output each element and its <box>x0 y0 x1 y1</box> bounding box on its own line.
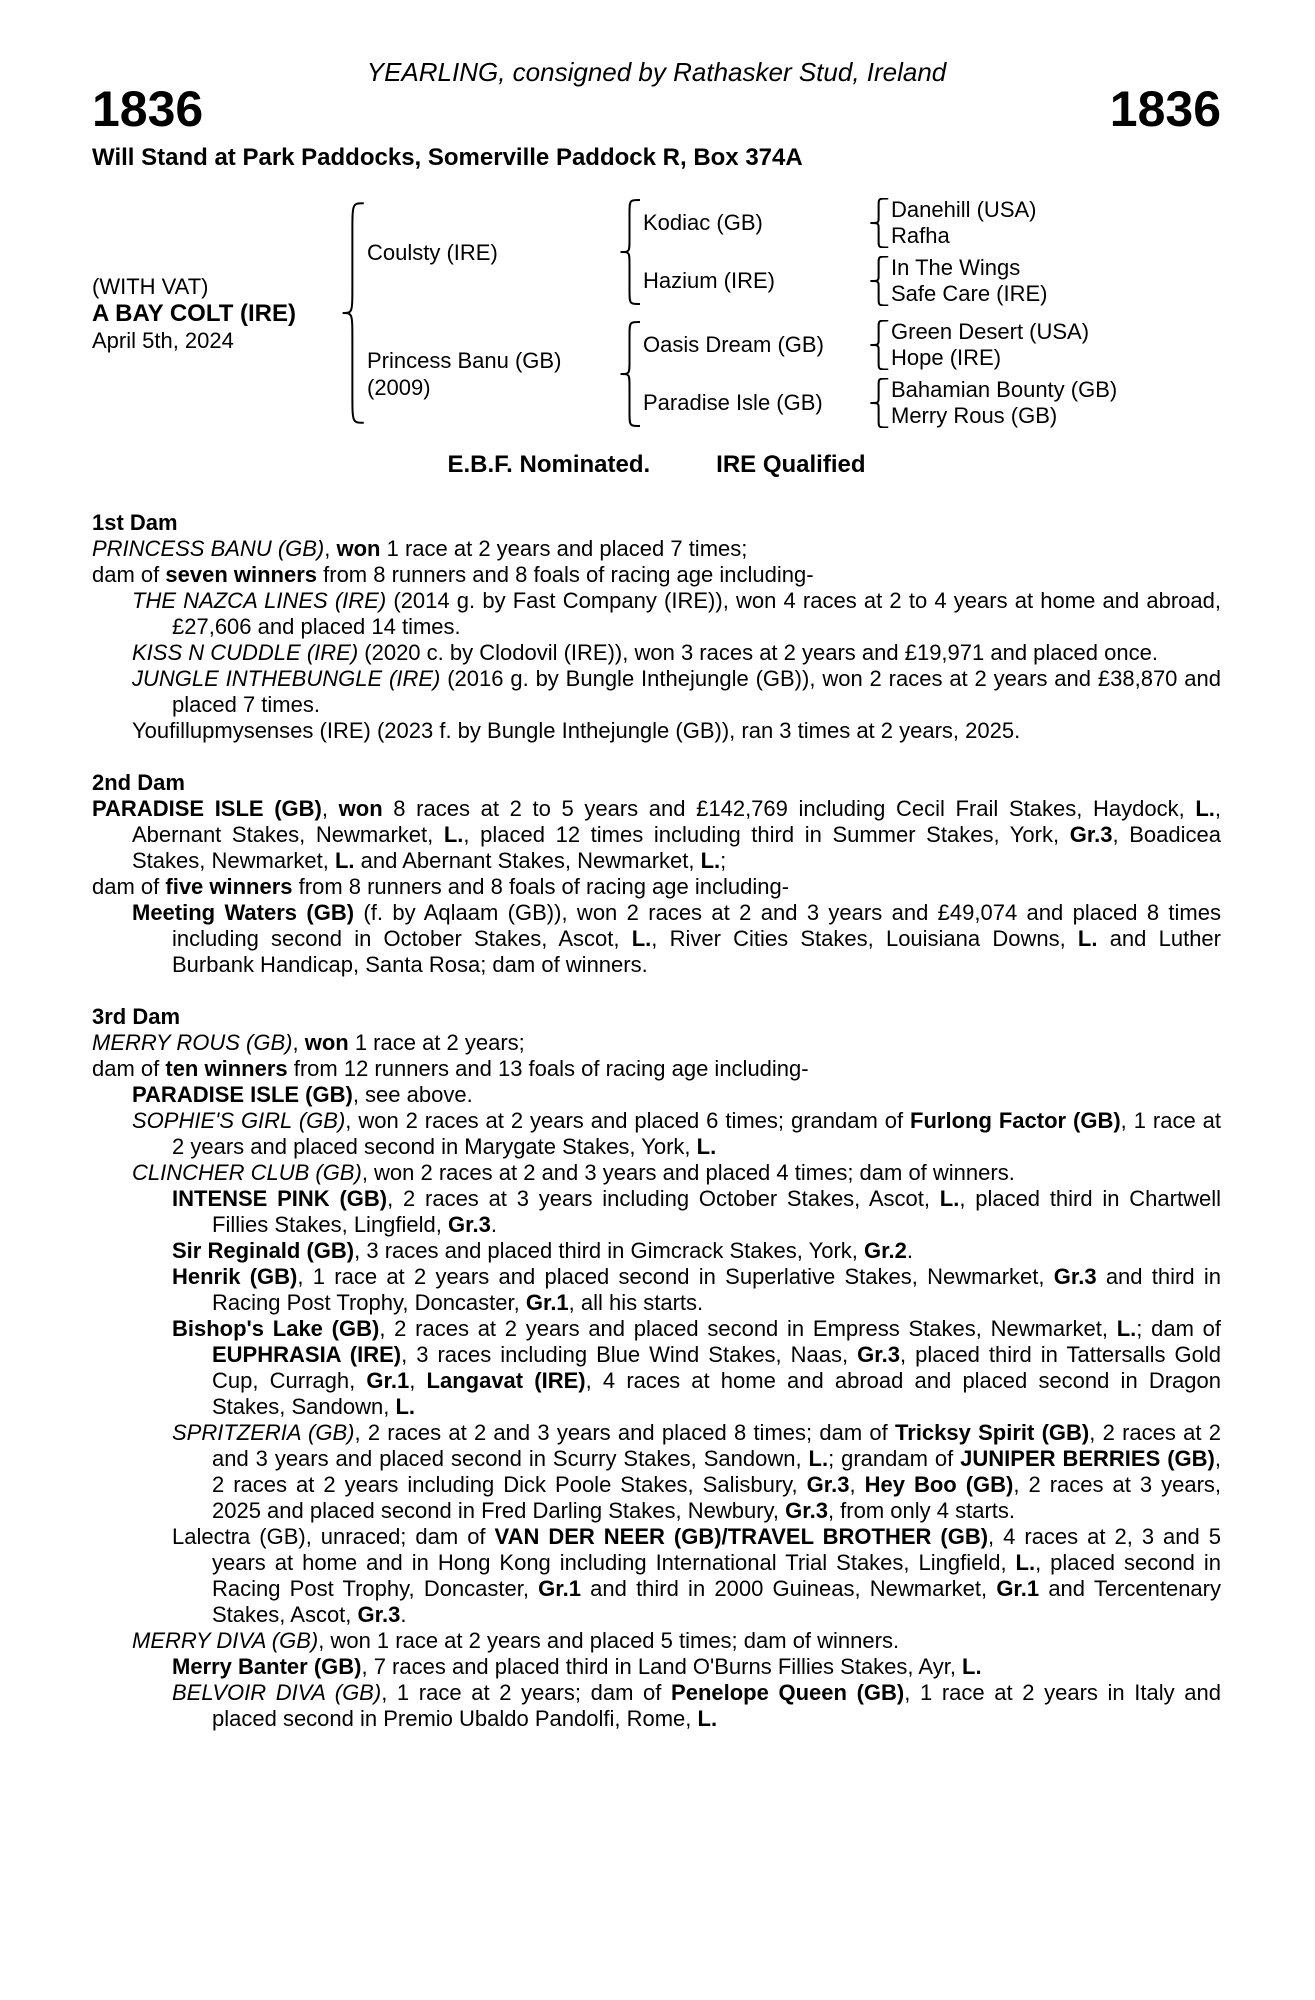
text-run: won <box>304 1030 349 1055</box>
ire-qualified-label: IRE Qualified <box>716 451 866 478</box>
text-run: and third in 2000 Guineas, Newmarket, <box>580 1576 997 1601</box>
text-run: 1 race at 2 years and placed 7 times; <box>380 536 748 561</box>
sire-sire-dam-name: Rafha <box>891 223 950 248</box>
text-run: , River Cities Stakes, Louisiana Downs, <box>651 926 1078 951</box>
text-run: KISS N CUDDLE (IRE) <box>132 640 359 665</box>
pedigree-paragraph <box>92 1056 1221 1082</box>
text-run: , 2 races at 2 years including Dick Poole Stakes, Salisbury, <box>212 1446 1221 1497</box>
text-run: Gr.3 <box>1053 1264 1097 1289</box>
dam-sire-sire-name: Green Desert (USA) <box>891 319 1090 344</box>
pedigree-brace-icon <box>619 199 643 305</box>
pedigree-paragraph <box>92 640 1221 666</box>
text-run: SOPHIE'S GIRL (GB) <box>132 1108 346 1133</box>
text-run: JUNGLE INTHEBUNGLE (IRE) <box>132 666 441 691</box>
pedigree-paragraph <box>92 1108 1221 1160</box>
pedigree-paragraph <box>92 1030 1221 1056</box>
text-run: and third in Racing Post Trophy, Doncaster, <box>212 1264 1221 1315</box>
text-run: PARADISE ISLE (GB) <box>92 796 322 821</box>
text-run: , 1 race at 2 years and placed second in Superlative Stakes, Newmarket, <box>297 1264 1054 1289</box>
pedigree-paragraph <box>92 1160 1221 1186</box>
text-run: dam of <box>92 874 166 899</box>
text-run: L. <box>443 822 464 847</box>
text-run: Sir Reginald (GB) <box>172 1238 355 1263</box>
text-run: , all his starts. <box>568 1290 704 1315</box>
text-run: Hey Boo (GB) <box>864 1472 1014 1497</box>
text-run: . <box>906 1238 913 1263</box>
consignor-line: YEARLING, consigned by Rathasker Stud, Ireland <box>366 57 947 87</box>
ebf-nominated-label: E.B.F. Nominated. <box>447 451 651 478</box>
lot-number-right: 1836 <box>1109 81 1221 137</box>
text-run: Lalectra (GB), unraced; dam of <box>172 1524 495 1549</box>
colt-info <box>92 273 341 354</box>
text-run: L. <box>334 848 355 873</box>
text-run: , <box>321 796 339 821</box>
text-run: , won 1 race at 2 years and placed 5 times; dam of winners. <box>318 1628 900 1653</box>
text-run: BELVOIR DIVA (GB) <box>172 1680 382 1705</box>
text-run: Penelope Queen (GB) <box>671 1680 905 1705</box>
text-run: , 3 races including Blue Wind Stakes, Naas, <box>401 1342 858 1367</box>
text-run: ; dam of <box>1136 1316 1222 1341</box>
pedigree-paragraph <box>92 562 1221 588</box>
text-run: Gr.3 <box>857 1342 900 1367</box>
text-run: , <box>849 1472 865 1497</box>
dam-dam-name: Paradise Isle (GB) <box>643 390 823 415</box>
pedigree-brace-icon <box>869 320 891 370</box>
dam-sire-name: Oasis Dream (GB) <box>643 332 824 357</box>
text-run: L. <box>1195 796 1215 821</box>
text-run: L. <box>808 1446 829 1471</box>
text-run: from 12 runners and 13 foals of racing age including- <box>287 1056 809 1081</box>
sire-sire-branch <box>643 197 1221 249</box>
text-run: Gr.3 <box>806 1472 850 1497</box>
text-run: L. <box>939 1186 960 1211</box>
nominations-line <box>92 451 1221 478</box>
text-run: . <box>400 1602 407 1627</box>
generation-1-column <box>367 197 1221 429</box>
pedigree-paragraph <box>92 796 1221 874</box>
text-run: dam of <box>92 562 166 587</box>
pedigree-brace-icon <box>619 321 643 427</box>
dam-sections <box>92 510 1221 1732</box>
pedigree-brace-icon <box>869 198 891 248</box>
text-run: PARADISE ISLE (GB) <box>132 1082 353 1107</box>
text-run: L. <box>1015 1550 1036 1575</box>
text-run: , placed 12 times including third in Summer Stakes, York, <box>463 822 1070 847</box>
vat-note: (WITH VAT) <box>92 273 209 299</box>
text-run: THE NAZCA LINES (IRE) <box>132 588 387 613</box>
text-run: Furlong Factor (GB) <box>910 1108 1121 1133</box>
text-run: L. <box>962 1654 982 1679</box>
dam-name-block <box>367 347 619 401</box>
text-run: Tricksy Spirit (GB) <box>895 1420 1090 1445</box>
dam-dam-sire-name: Bahamian Bounty (GB) <box>891 377 1118 402</box>
sire-name: Coulsty (IRE) <box>367 239 498 265</box>
text-run: PRINCESS BANU (GB) <box>92 536 325 561</box>
text-run: CLINCHER CLUB (GB) <box>132 1160 362 1185</box>
stand-location-line: Will Stand at Park Paddocks, Somerville Paddock R, Box 374A <box>92 144 803 171</box>
text-run: L. <box>697 1706 718 1731</box>
pedigree-paragraph <box>92 666 1221 718</box>
dam-dam-dam-name: Merry Rous (GB) <box>891 403 1058 428</box>
text-run: Gr.3 <box>785 1498 828 1523</box>
dam-name: Princess Banu (GB) <box>367 348 562 373</box>
sire-sire-sire-name: Danehill (USA) <box>891 197 1037 222</box>
text-run: five winners <box>165 874 293 899</box>
pedigree-paragraph <box>92 1524 1221 1628</box>
text-run: , 2 races at 2 and 3 years and placed 8 times; dam of <box>354 1420 896 1445</box>
text-run: MERRY DIVA (GB) <box>132 1628 319 1653</box>
text-run: Gr.3 <box>448 1212 491 1237</box>
pedigree-paragraph <box>92 718 1221 744</box>
text-run: SPRITZERIA (GB) <box>172 1420 355 1445</box>
text-run: , 1 race at 2 years and placed second in Marygate Stakes, York, <box>172 1108 1221 1159</box>
text-run: from 8 runners and 8 foals of racing age including- <box>292 874 790 899</box>
pedigree-paragraph <box>92 1082 1221 1108</box>
text-run: , 7 races and placed third in Land O'Burns Fillies Stakes, Ayr, <box>361 1654 963 1679</box>
pedigree-paragraph <box>92 1264 1221 1316</box>
sire-branch <box>367 197 1221 307</box>
text-run: Youfillupmysenses (IRE) (2023 f. by Bungle Inthejungle (GB)), ran 3 times at 2 years, 2025. <box>132 718 1021 743</box>
sire-dam-name: Hazium (IRE) <box>643 268 776 293</box>
text-run: , placed third in Chartwell Fillies Stakes, Lingfield, <box>212 1186 1221 1237</box>
text-run: , 4 races at 2, 3 and 5 years at home and in Hong Kong including International Trial Stakes, Lingfield, <box>212 1524 1221 1575</box>
pedigree-brace-icon <box>869 378 891 428</box>
text-run: Gr.1 <box>538 1576 581 1601</box>
pedigree-paragraph <box>92 1654 1221 1680</box>
text-run: . <box>490 1212 497 1237</box>
text-run: , 1 race at 2 years in Italy and placed second in Premio Ubaldo Pandolfi, Rome, <box>212 1680 1221 1731</box>
text-run: (2020 c. by Clodovil (IRE)), won 3 races at 2 years and £19,971 and placed once. <box>358 640 1158 665</box>
text-run: L. <box>1116 1316 1137 1341</box>
pedigree-paragraph <box>92 900 1221 978</box>
dam-section-title: 3rd Dam <box>92 1004 181 1029</box>
colt-foaling-date: April 5th, 2024 <box>92 327 234 353</box>
text-run: , 2 races at 2 and 3 years and placed second in Scurry Stakes, Sandown, <box>212 1420 1221 1471</box>
text-run: VAN DER NEER (GB)/TRAVEL BROTHER (GB) <box>494 1524 989 1549</box>
colt-name: A BAY COLT (IRE) <box>92 299 297 327</box>
pedigree-brace-icon <box>869 256 891 306</box>
dam-branch <box>367 319 1221 429</box>
text-run: ; grandam of <box>828 1446 961 1471</box>
text-run: L. <box>700 848 721 873</box>
text-run: won <box>336 536 381 561</box>
text-run: Gr.2 <box>864 1238 907 1263</box>
text-run: and Tercentenary Stakes, Ascot, <box>212 1576 1221 1627</box>
text-run: JUNIPER BERRIES (GB) <box>960 1446 1215 1471</box>
text-run: , see above. <box>352 1082 473 1107</box>
lot-number-row <box>92 81 1221 137</box>
text-run: , 4 races at home and abroad and placed second in Dragon Stakes, Sandown, <box>212 1368 1222 1419</box>
text-run: dam of <box>92 1056 166 1081</box>
text-run: Gr.1 <box>996 1576 1040 1601</box>
pedigree-paragraph <box>92 1680 1221 1732</box>
text-run: ; <box>720 848 727 873</box>
sire-dam-dam-name: Safe Care (IRE) <box>891 281 1048 306</box>
text-run: , 2 races at 3 years, 2025 and placed second in Fred Darling Stakes, Newbury, <box>212 1472 1222 1523</box>
text-run: Bishop's Lake (GB) <box>172 1316 380 1341</box>
text-run: Langavat (IRE) <box>426 1368 586 1393</box>
text-run: 8 races at 2 to 5 years and £142,769 including Cecil Frail Stakes, Haydock, <box>382 796 1196 821</box>
text-run: , from only 4 starts. <box>827 1498 1016 1523</box>
text-run: EUPHRASIA (IRE) <box>212 1342 402 1367</box>
text-run: Gr.3 <box>357 1602 401 1627</box>
text-run: from 8 runners and 8 foals of racing age including- <box>317 562 814 587</box>
pedigree-paragraph <box>92 874 1221 900</box>
text-run: , won 2 races at 2 years and placed 6 times; grandam of <box>345 1108 911 1133</box>
dam-dam-branch <box>643 377 1221 429</box>
pedigree-paragraph <box>92 1238 1221 1264</box>
text-run: L. <box>696 1134 717 1159</box>
text-run: , <box>324 536 337 561</box>
text-run: , placed second in Racing Post Trophy, Doncaster, <box>212 1550 1222 1601</box>
sire-dam-sire-name: In The Wings <box>891 255 1021 280</box>
text-run: , <box>409 1368 427 1393</box>
text-run: seven winners <box>165 562 318 587</box>
pedigree-tree <box>92 197 1221 429</box>
dam-sire-branch <box>643 319 1221 371</box>
text-run: , placed third in Tattersalls Gold Cup, Curragh, <box>212 1342 1221 1393</box>
text-run: Gr.3 <box>1069 822 1113 847</box>
dam-section-title: 1st Dam <box>92 510 178 535</box>
pedigree-paragraph <box>92 1628 1221 1654</box>
text-run: , Abernant Stakes, Newmarket, <box>132 796 1222 847</box>
text-run: (2016 g. by Bungle Inthejungle (GB)), won 2 races at 2 years and £38,870 and placed 7 times. <box>172 666 1221 717</box>
dam-section-title: 2nd Dam <box>92 770 185 795</box>
pedigree-paragraph <box>92 588 1221 640</box>
text-run: MERRY ROUS (GB) <box>92 1030 293 1055</box>
text-run: ten winners <box>165 1056 288 1081</box>
text-run: Gr.1 <box>366 1368 410 1393</box>
text-run: and Luther Burbank Handicap, Santa Rosa; dam of winners. <box>172 926 1221 977</box>
pedigree-paragraph <box>92 1420 1221 1524</box>
text-run: (2014 g. by Fast Company (IRE)), won 4 races at 2 to 4 years at home and abroad, £27,606 and placed 14 times. <box>172 588 1221 639</box>
text-run: and Abernant Stakes, Newmarket, <box>354 848 701 873</box>
pedigree-paragraph <box>92 536 1221 562</box>
text-run: , Boadicea Stakes, Newmarket, <box>132 822 1221 873</box>
dam-year: (2009) <box>367 375 431 400</box>
text-run: , <box>292 1030 305 1055</box>
text-run: won <box>338 796 383 821</box>
sire-sire-name: Kodiac (GB) <box>643 210 763 235</box>
text-run: L. <box>631 926 652 951</box>
text-run: Gr.1 <box>525 1290 569 1315</box>
pedigree-paragraph <box>92 1186 1221 1238</box>
text-run: , 3 races and placed third in Gimcrack Stakes, York, <box>354 1238 865 1263</box>
text-run: Meeting Waters (GB) <box>132 900 355 925</box>
text-run: L. <box>1077 926 1098 951</box>
text-run: INTENSE PINK (GB) <box>172 1186 388 1211</box>
sire-dam-branch <box>643 255 1221 307</box>
text-run: (f. by Aqlaam (GB)), won 2 races at 2 and 3 years and £49,074 and placed 8 times including second in October Stakes, Ascot, <box>172 900 1221 951</box>
pedigree-paragraph <box>92 1316 1221 1420</box>
pedigree-brace-icon <box>341 201 367 425</box>
dam-sire-dam-name: Hope (IRE) <box>891 345 1002 370</box>
text-run: , 2 races at 2 years and placed second in Empress Stakes, Newmarket, <box>379 1316 1117 1341</box>
text-run: 1 race at 2 years; <box>348 1030 525 1055</box>
text-run: L. <box>395 1394 416 1419</box>
text-run: , 1 race at 2 years; dam of <box>381 1680 672 1705</box>
text-run: , won 2 races at 2 and 3 years and placed 4 times; dam of winners. <box>361 1160 1015 1185</box>
text-run: Merry Banter (GB) <box>172 1654 362 1679</box>
text-run: , 2 races at 3 years including October Stakes, Ascot, <box>387 1186 940 1211</box>
text-run: Henrik (GB) <box>172 1264 298 1289</box>
lot-number-left: 1836 <box>92 81 204 137</box>
